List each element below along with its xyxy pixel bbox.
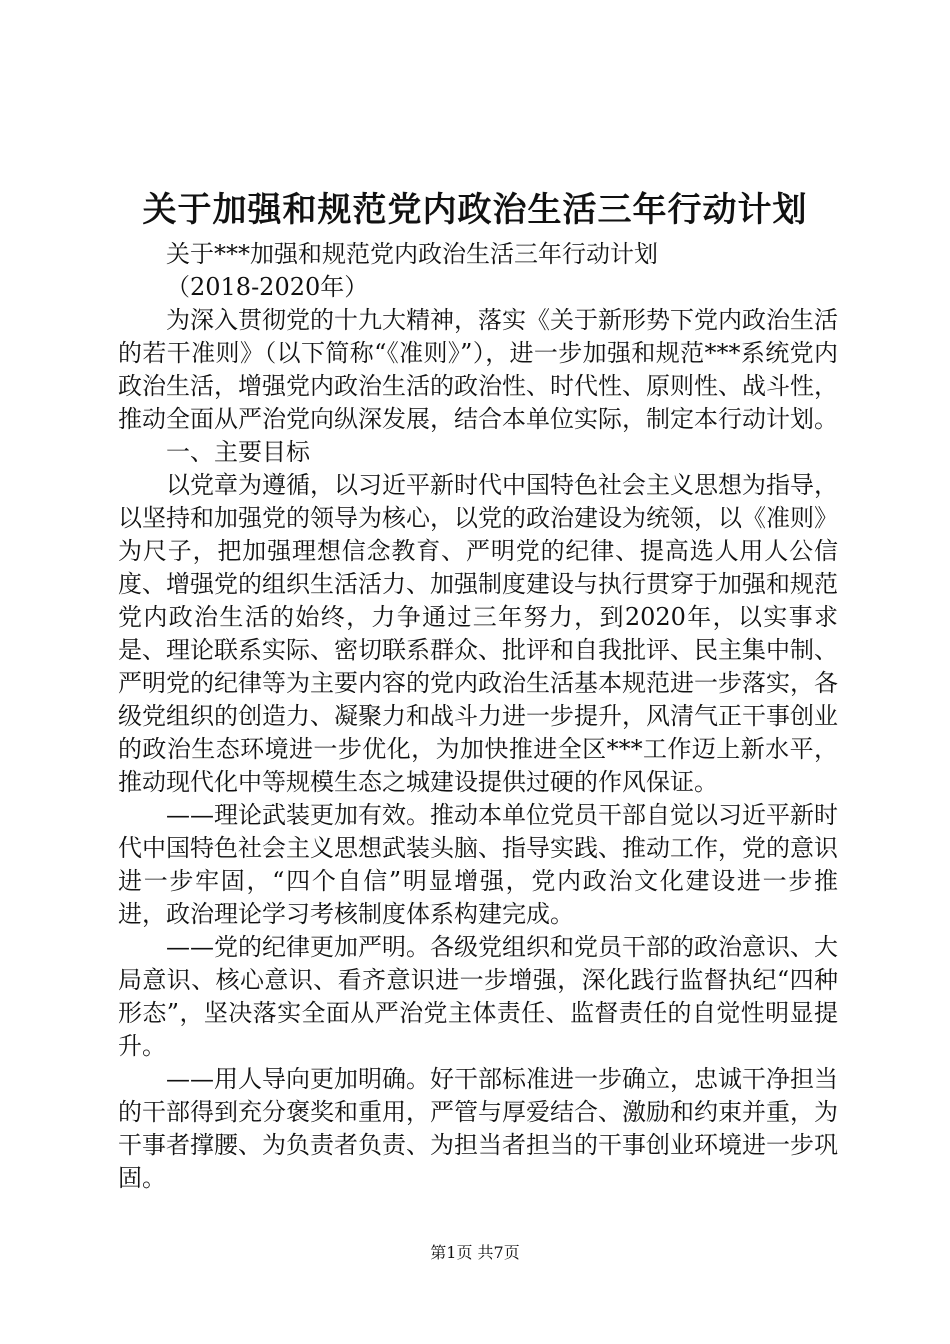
paragraph-main-goal: 以党章为遵循，以习近平新时代中国特色社会主义思想为指导，以坚持和加强党的领导为核心，以党的政治建设为统领，以《准则》为尺子，把加强理想信念教育、严明党的纪律、提高选人用人公信度、增强党的组织生活活力、加强制度建设与执行贯穿于加强和规范党内政治生活的始终，力争通过三年努力，到2020年，以实事求是、理论联系实际、密切联系群众、批评和自我批评、民主集中制、严明党的纪律等为主要内容的党内政治生活基本规范进一步落实，各级党组织的创造力、凝聚力和战斗力进一步提升，风清气正干事创业的政治生态环境进一步优化，为加快推进全区***工作迈上新水平，推动现代化中等规模生态之城建设提供过硬的作风保证。 — [118, 471, 838, 796]
paragraph-theory: ——理论武装更加有效。推动本单位党员干部自觉以习近平新时代中国特色社会主义思想武装头脑、指导实践、推动工作，党的意识进一步牢固，“四个自信”明显增强，党内政治文化建设进一步推进，政治理论学习考核制度体系构建完成。 — [118, 801, 838, 928]
paragraph-intro: 为深入贯彻党的十九大精神，落实《关于新形势下党内政治生活的若干准则》（以下简称“《准则》”），进一步加强和规范***系统党内政治生活，增强党内政治生活的政治性、时代性、原则性、战斗性，推动全面从严治党向纵深发展，结合本单位实际，制定本行动计划。 — [118, 306, 838, 433]
paragraph-personnel: ——用人导向更加明确。好干部标准进一步确立，忠诚干净担当的干部得到充分褒奖和重用，严管与厚爱结合、激励和约束并重，为干事者撑腰、为负责者负责、为担当者担当的干事创业环境进一步巩固。 — [118, 1065, 838, 1192]
page-number: 第1页 共7页 — [430, 1243, 520, 1262]
paragraph-discipline: ——党的纪律更加严明。各级党组织和党员干部的政治意识、大局意识、核心意识、看齐意识进一步增强，深化践行监督执纪“四种形态”，坚决落实全面从严治党主体责任、监督责任的自觉性明显提升。 — [118, 933, 838, 1060]
document-body — [118, 238, 838, 1195]
subtitle-years: （2018-2020年） — [166, 273, 369, 301]
subtitle: 关于***加强和规范党内政治生活三年行动计划 — [166, 240, 658, 268]
section-heading: 一、主要目标 — [166, 438, 310, 466]
document-title: 关于加强和规范党内政治生活三年行动计划 — [142, 190, 808, 230]
